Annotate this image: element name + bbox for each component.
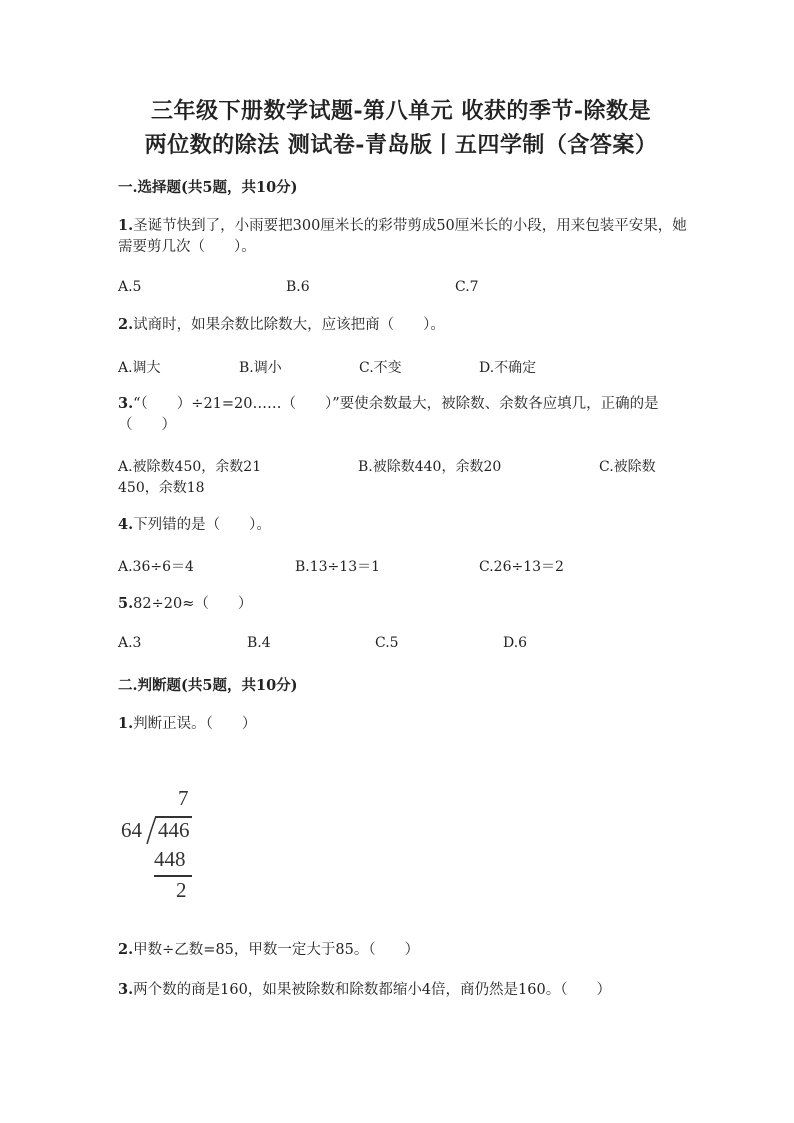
question-text: 圣诞节快到了，小雨要把300厘米长的彩带剪成50厘米长的小段，用来包装平安果，她需要剪几次（ ）。 <box>118 218 687 255</box>
question-number: 1. <box>118 715 134 732</box>
option-d[interactable]: D.不确定 <box>479 360 537 376</box>
question-text: 下列错的是（ ）。 <box>133 517 271 533</box>
division-quotient: 7 <box>178 786 189 810</box>
question-number: 2. <box>118 941 134 958</box>
division-subtraction-line <box>154 875 192 877</box>
question-number: 2. <box>118 316 134 333</box>
option-a[interactable]: A.被除数450，余数21 <box>118 459 262 475</box>
question-number: 3. <box>118 395 134 412</box>
division-dividend: 446 <box>158 818 190 842</box>
section-heading-judgment: 二.判断题(共5题，共10分) <box>118 677 298 694</box>
question-number: 5. <box>118 595 134 612</box>
option-c[interactable]: C.不变 <box>359 360 402 376</box>
question-text: 试商时，如果余数比除数大，应该把商（ ）。 <box>133 317 445 333</box>
question-1 <box>118 215 688 258</box>
judgment-question-3 <box>118 979 688 1001</box>
division-remainder: 2 <box>176 878 187 902</box>
option-b[interactable]: B.4 <box>247 635 271 651</box>
question-5 <box>118 593 688 615</box>
question-number: 1. <box>118 217 134 234</box>
question-text: “（ ）÷21=20……（ ）”要使余数最大，被除数、余数各应填几，正确的是（ ） <box>118 396 659 433</box>
question-4 <box>118 514 688 536</box>
option-c[interactable]: C.5 <box>375 635 399 651</box>
judgment-question-1 <box>118 713 688 735</box>
question-3 <box>118 393 688 436</box>
document-title <box>96 94 706 162</box>
option-a[interactable]: A.调大 <box>118 360 161 376</box>
option-c-continued: 450，余数18 <box>118 480 205 496</box>
division-product: 448 <box>154 847 186 871</box>
question-number: 4. <box>118 516 134 533</box>
question-number: 3. <box>118 981 134 998</box>
section-heading-choice: 一.选择题(共5题，共10分) <box>118 179 298 196</box>
division-bracket-top <box>156 816 192 818</box>
judgment-question-2 <box>118 939 688 961</box>
division-divisor: 64 <box>121 818 142 842</box>
question-text: 判断正误。（ ） <box>133 716 257 732</box>
question-text: 甲数÷乙数=85，甲数一定大于85。（ ） <box>133 942 420 958</box>
option-c[interactable]: C.26÷13＝2 <box>479 559 564 575</box>
option-b[interactable]: B.13÷13＝1 <box>295 559 381 575</box>
option-b[interactable]: B.被除数440，余数20 <box>358 459 502 475</box>
option-b[interactable]: B.调小 <box>239 360 282 376</box>
division-bracket-curve <box>146 816 158 846</box>
option-a[interactable]: A.5 <box>118 279 142 295</box>
question-text: 两个数的商是160，如果被除数和除数都缩小4倍，商仍然是160。（ ） <box>133 982 611 998</box>
option-b[interactable]: B.6 <box>286 279 310 295</box>
title-line-1: 三年级下册数学试题-第八单元 收获的季节-除数是 <box>151 98 651 124</box>
question-2 <box>118 314 688 336</box>
option-d[interactable]: D.6 <box>503 635 528 651</box>
option-a[interactable]: A.3 <box>118 635 142 651</box>
option-a[interactable]: A.36÷6＝4 <box>118 559 194 575</box>
option-c[interactable]: C.被除数 <box>599 459 656 475</box>
title-line-2: 两位数的除法 测试卷-青岛版丨五四学制（含答案） <box>144 132 658 158</box>
option-c[interactable]: C.7 <box>455 279 479 295</box>
question-text: 82÷20≈（ ） <box>133 596 253 612</box>
long-division-figure <box>118 786 208 906</box>
